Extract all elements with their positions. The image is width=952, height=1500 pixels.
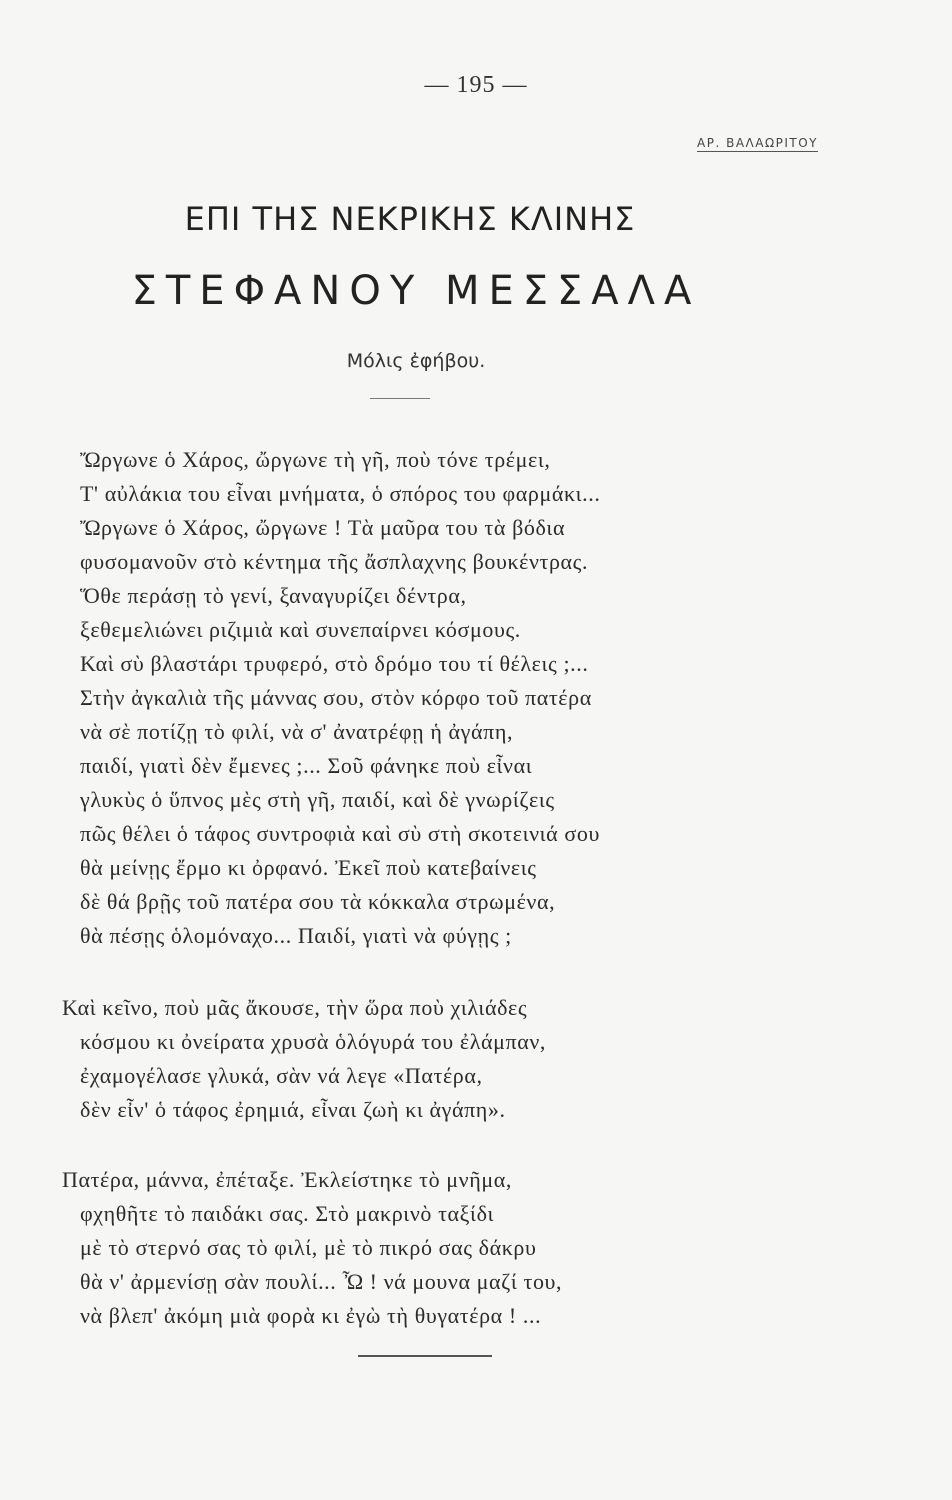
verse-line: Ὤργωνε ὁ Χάρος, ὤργωνε τὴ γῆ, ποὺ τόνε τρέμει, [80,447,551,472]
end-divider [358,1355,492,1357]
verse-line: Ὅθε περάσῃ τὸ γενί, ξαναγυρίζει δέντρα, [80,583,467,608]
verse-line: Ὤργωνε ὁ Χάρος, ὤργωνε ! Τὰ μαῦρα του τὰ βόδια [80,515,566,540]
author-header: ΑΡ. ΒΑΛΑΩΡΙΤΟΥ [697,136,818,150]
verse-line: θὰ μείνῃς ἔρμο κι ὀρφανό. Ἐκεῖ ποὺ κατεβαίνεις [80,855,537,880]
poem-note: Μόλις ἐφήβου. [346,350,486,372]
verse-line: γλυκὺς ὁ ὕπνος μὲς στὴ γῆ, παιδί, καὶ δὲ γνωρίζεις [80,787,555,812]
verse-line: θὰ πέσῃς ὁλομόναχο... Παιδί, γιατὶ νὰ φύγῃς ; [80,923,512,948]
verse-line: δὲν εἶν' ὁ τάφος ἐρημιά, εἶναι ζωὴ κι ἀγάπη». [80,1097,506,1122]
verse-line: Καὶ κεῖνο, ποὺ μᾶς ἄκουσε, τὴν ὥρα ποὺ χιλιάδες [62,995,528,1020]
verse-line: μὲ τὸ στερνό σας τὸ φιλί, μὲ τὸ πικρό σας δάκρυ [80,1235,537,1260]
note-divider [370,398,430,399]
verse-line: ἐχαμογέλασε γλυκά, σὰν νά λεγε «Πατέρα, [80,1063,483,1088]
verse-line: δὲ θά βρῇς τοῦ πατέρα σου τὰ κόκκαλα στρωμένα, [80,889,556,914]
verse-line: Στὴν ἀγκαλιὰ τῆς μάννας σου, στὸν κόρφο τοῦ πατέρα [80,685,592,710]
verse-line: παιδί, γιατὶ δὲν ἔμενες ;... Σοῦ φάνηκε ποὺ εἶναι [80,753,533,778]
verse-line: Πατέρα, μάννα, ἐπέταξε. Ἐκλείστηκε τὸ μνῆμα, [62,1167,512,1192]
page-number: — 195 — [424,72,528,98]
verse-line: νὰ σὲ ποτίζῃ τὸ φιλί, νὰ σ' ἀνατρέφῃ ἡ ἀγάπη, [80,719,514,744]
verse-line: ξεθεμελιώνει ριζιμιὰ καὶ συνεπαίρνει κόσμους. [80,617,521,642]
verse-line: Καὶ σὺ βλαστάρι τρυφερό, στὸ δρόμο του τί θέλεις ;... [80,651,589,676]
verse-line: φυσομανοῦν στὸ κέντημα τῆς ἄσπλαχνης βουκέντρας. [80,549,589,574]
poem-title: ΕΠΙ ΤΗΣ ΝΕΚΡΙΚΗΣ ΚΛΙΝΗΣ [184,200,636,238]
verse-line: κόσμου κι ὀνείρατα χρυσὰ ὁλόγυρά του ἐλάμπαν, [80,1029,546,1054]
verse-line: πῶς θέλει ὁ τάφος συντροφιὰ καὶ σὺ στὴ σκοτεινιά σου [80,821,600,846]
verse-line: φχηθῆτε τὸ παιδάκι σας. Στὸ μακρινὸ ταξίδι [80,1201,495,1226]
poem-subtitle: ΣΤΕΦΑΝΟΥ ΜΕΣΣΑΛΑ [131,268,701,314]
verse-line: νὰ βλεπ' ἀκόμη μιὰ φορὰ κι ἐγὼ τὴ θυγατέρα ! ... [80,1303,542,1328]
verse-line: θὰ ν' ἀρμενίσῃ σὰν πουλί... Ὦ ! νά μουνα μαζί του, [80,1269,563,1294]
verse-line: Τ' αὐλάκια του εἶναι μνήματα, ὁ σπόρος του φαρμάκι... [80,481,601,506]
